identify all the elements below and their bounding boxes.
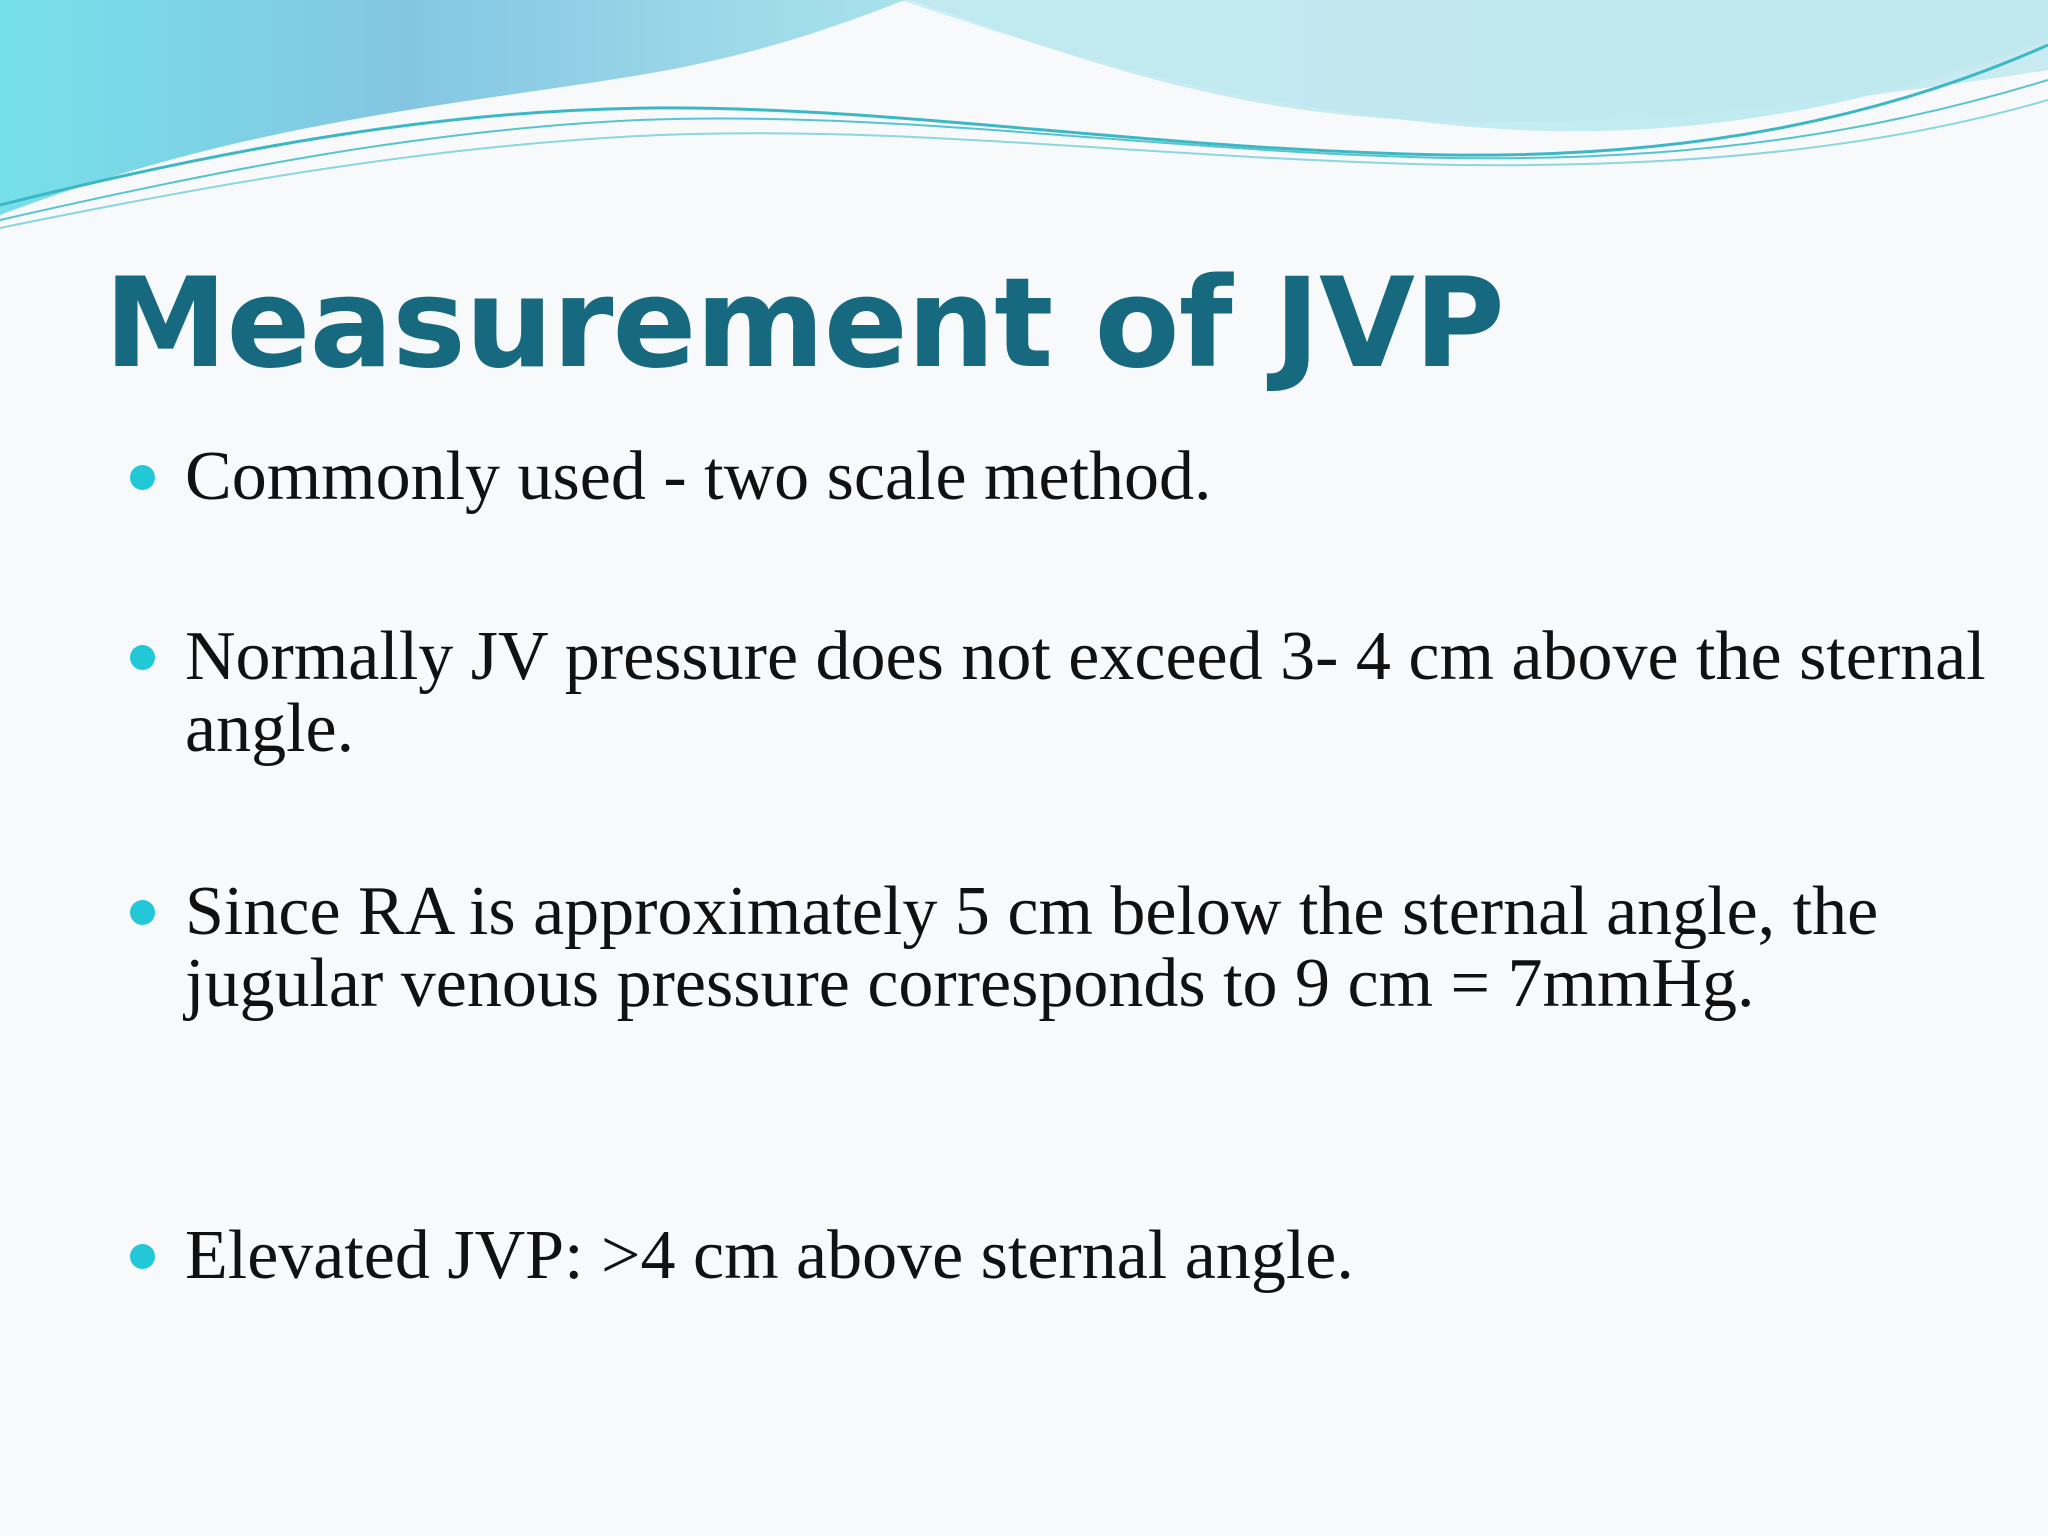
bullet-text: Normally JV pressure does not exceed 3- 4 cm above the sternal angle. [185, 618, 1986, 767]
slide-title: Measurement of JVP [104, 252, 1504, 396]
bullet-dot-icon [130, 1244, 155, 1269]
header-wave-decoration [0, 0, 2048, 240]
bullet-dot-icon [130, 645, 155, 670]
bullet-item [130, 1217, 2010, 1294]
bullet-dot-icon [130, 900, 155, 925]
bullet-text: Elevated JVP: >4 cm above sternal angle. [185, 1217, 1354, 1294]
bullet-text: Since RA is approximately 5 cm below the sternal angle, the jugular venous pressure corresponds to 9 cm = 7mmHg. [185, 873, 1879, 1022]
bullet-item [130, 873, 2010, 1022]
bullet-item [130, 438, 2010, 515]
bullet-dot-icon [130, 465, 155, 490]
bullet-text: Commonly used - two scale method. [185, 438, 1212, 515]
bullet-item [130, 618, 2010, 767]
